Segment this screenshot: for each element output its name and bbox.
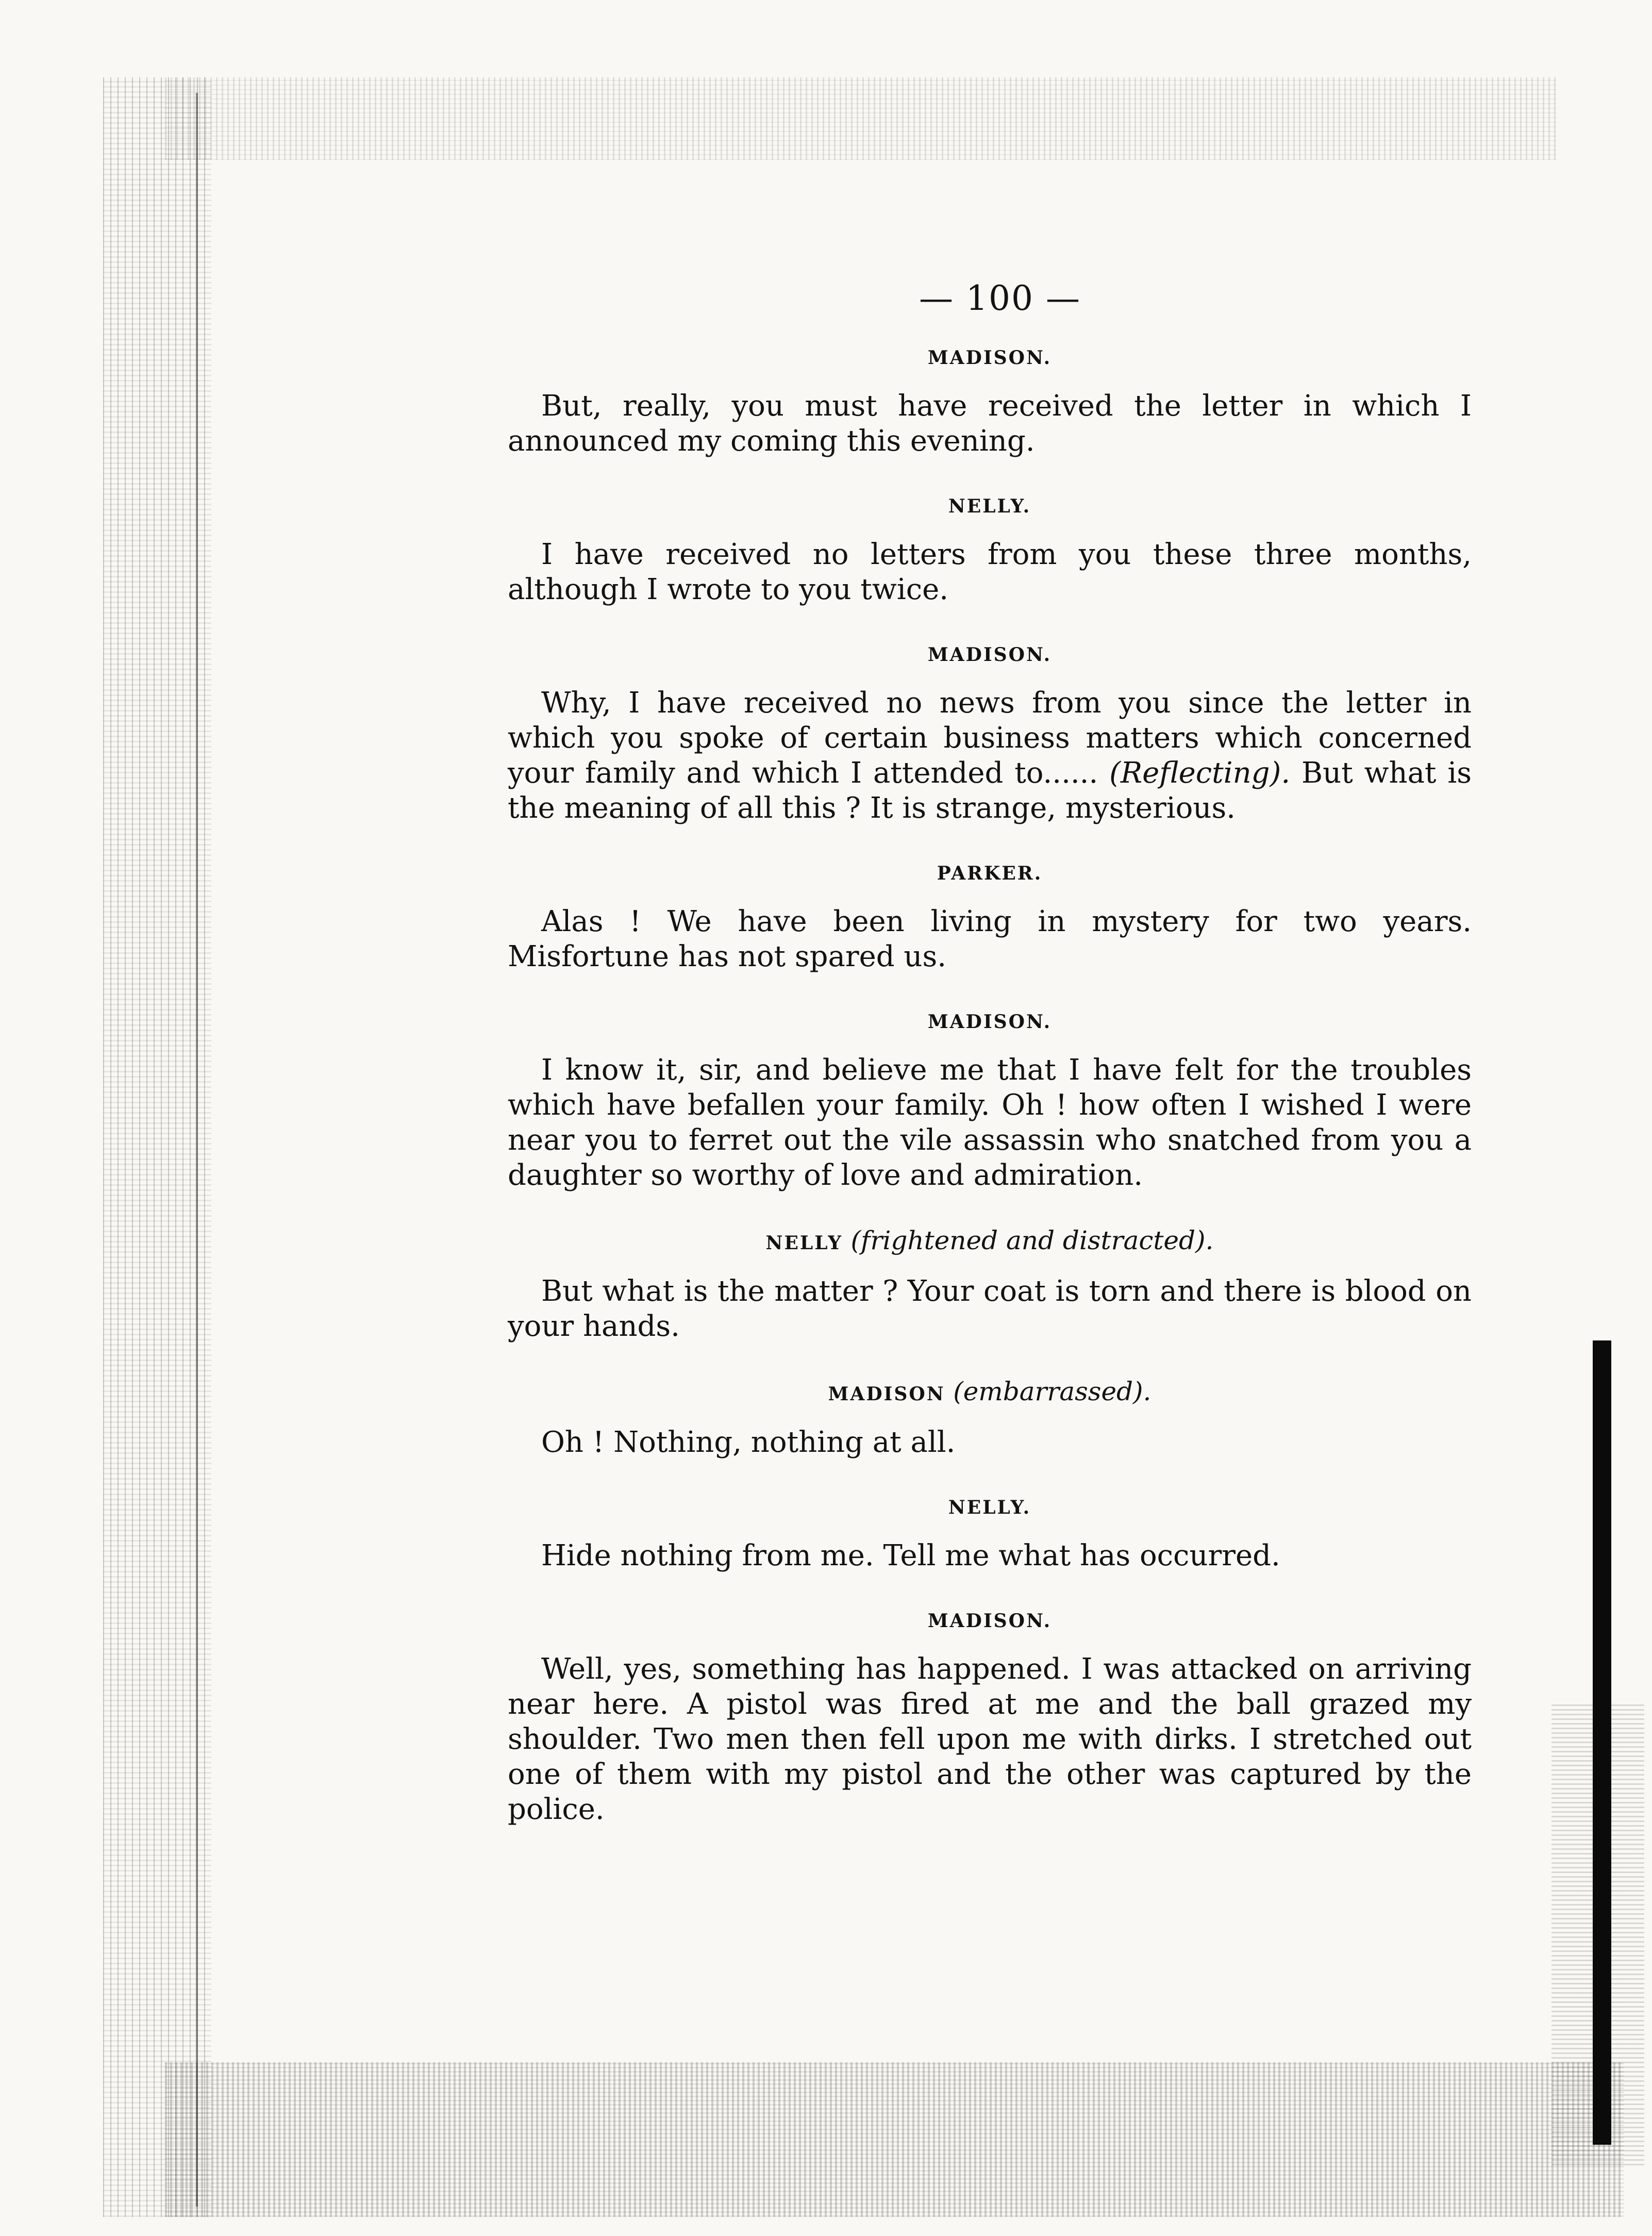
- speech-block: [508, 643, 1472, 826]
- speech-block: [508, 1610, 1472, 1827]
- speaker-direction: (embarrassed).: [953, 1377, 1152, 1406]
- scan-noise-top: [165, 77, 1557, 160]
- speech-text: Alas ! We have been living in mystery for two years. Misfortune has not spared us.: [508, 905, 1472, 973]
- speech-text: I know it, sir, and believe me that I have felt for the troubles which have befallen your family. Oh ! how often I wished I were near you to ferret out the vile assassin who snatched from you a daughter so worthy of love and admiration.: [508, 1053, 1472, 1192]
- speech-text: I have received no letters from you these three months, although I wrote to you twice.: [508, 538, 1472, 606]
- speech-block: [508, 1011, 1472, 1193]
- speech-text: But what is the matter ? Your coat is torn and there is blood on your hands.: [508, 1274, 1472, 1343]
- speech-text: Oh ! Nothing, nothing at all.: [541, 1426, 956, 1459]
- speech-block: [508, 1377, 1472, 1460]
- speech-text: But, really, you must have received the letter in which I announced my coming this evening.: [508, 389, 1472, 458]
- page-number: — 100 —: [919, 278, 1081, 318]
- speaker-name: MADISON.: [927, 644, 1052, 666]
- speech-block: [508, 346, 1472, 459]
- page-fold-line: [196, 93, 198, 2207]
- speaker-name: MADISON.: [927, 1011, 1052, 1033]
- speech-block: [508, 1496, 1472, 1574]
- speech-block: [508, 495, 1472, 607]
- speech-text: Well, yes, something has happened. I was attacked on arriving near here. A pistol was fired at me and the ball grazed my shoulder. Two men then fell upon me with dirks. I stretched out one of them with my pistol and the other was captured by the police.: [508, 1652, 1472, 1826]
- speaker-name: MADISON (embarrassed).: [828, 1377, 1152, 1406]
- scan-noise-left: [103, 77, 211, 2217]
- speech-text: [508, 686, 1472, 826]
- page-content: [508, 278, 1472, 1863]
- speaker-name: NELLY.: [948, 495, 1031, 517]
- speaker-name: PARKER.: [937, 863, 1043, 884]
- speaker-name: MADISON.: [927, 347, 1052, 369]
- speech-block: [508, 862, 1472, 974]
- stage-direction: (Reflecting).: [1109, 756, 1291, 790]
- speaker-name: NELLY (frightened and distracted).: [765, 1225, 1214, 1255]
- speech-block: [508, 1225, 1472, 1344]
- speech-text: Hide nothing from me. Tell me what has occurred.: [541, 1539, 1280, 1572]
- scan-edge-bar: [1593, 1340, 1611, 2145]
- speech-text-part: Why, I have received no news from you since the letter in which you spoke of certain business matters which concerned your family and which I attended to......: [508, 686, 1472, 790]
- speaker-name: MADISON.: [927, 1610, 1052, 1632]
- speaker-name: NELLY.: [948, 1497, 1031, 1518]
- scan-noise-bottom: [165, 2062, 1624, 2217]
- speech-text-part: But what is the meaning of all this ? It is strange, mysterious.: [508, 756, 1472, 825]
- speaker-direction: (frightened and distracted).: [850, 1225, 1214, 1255]
